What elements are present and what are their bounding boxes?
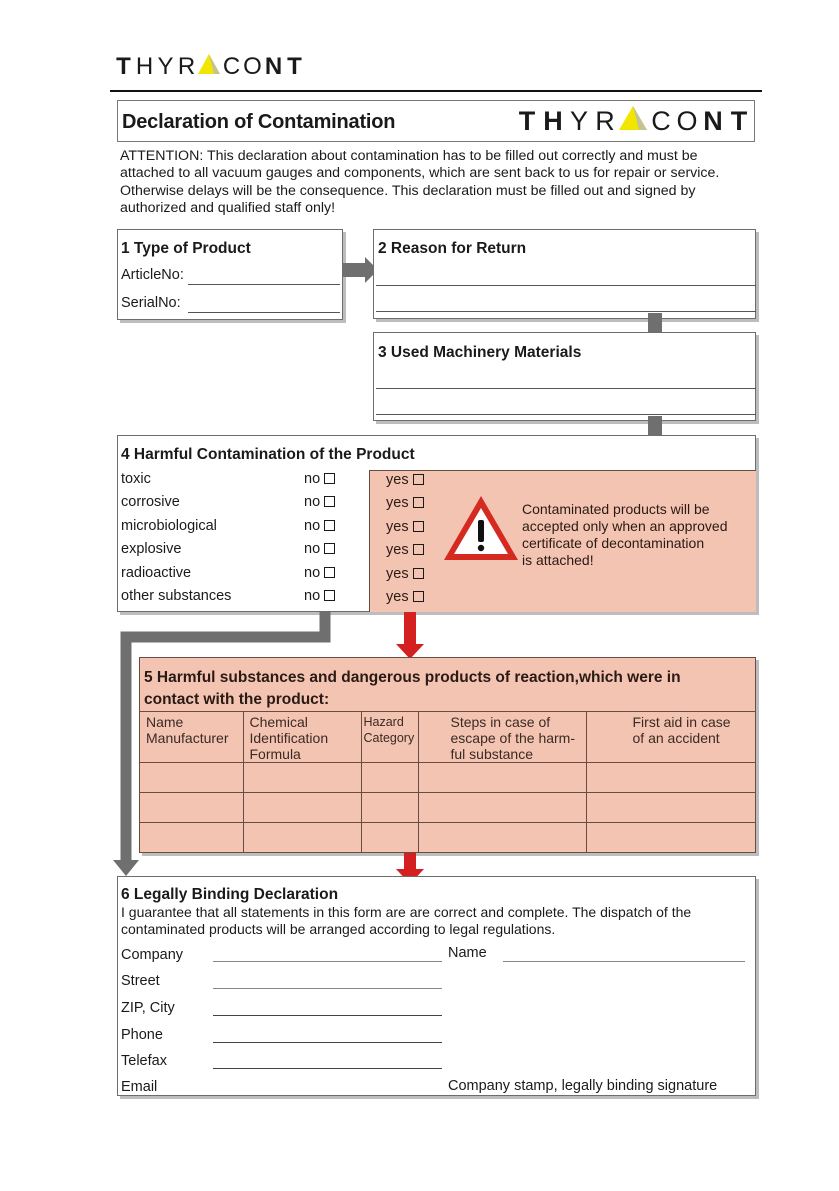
- yes-area: [369, 470, 756, 612]
- company-input[interactable]: [213, 961, 442, 962]
- warning-triangle-icon: [442, 494, 520, 562]
- table-header-row: [140, 712, 756, 763]
- yes-corrosive[interactable]: yes: [386, 495, 424, 511]
- table-cell[interactable]: [418, 763, 586, 793]
- table-cell[interactable]: [361, 823, 418, 853]
- telefax-input[interactable]: [213, 1068, 442, 1069]
- col-header-name: Name Manufacturer: [140, 712, 243, 763]
- section-title: 4 Harmful Contamination of the Product: [121, 446, 415, 463]
- table-cell[interactable]: [586, 763, 756, 793]
- warning-message: [522, 501, 727, 569]
- table-cell[interactable]: [361, 763, 418, 793]
- street-input[interactable]: [213, 988, 442, 989]
- zip-city-input[interactable]: [213, 1015, 442, 1016]
- checkbox-icon[interactable]: [324, 590, 335, 601]
- section-title: 3 Used Machinery Materials: [378, 344, 582, 361]
- logo-letter: O: [676, 105, 698, 136]
- company-label: Company: [121, 947, 184, 963]
- checkbox-icon[interactable]: [413, 497, 424, 508]
- col-header-steps: Steps in case of escape of the harm- ful substance: [418, 712, 586, 763]
- attention-line: authorized and qualified staff only!: [120, 199, 336, 216]
- substances-table: [140, 711, 756, 853]
- reason-line-1-input[interactable]: [376, 285, 756, 286]
- contamination-other-label: other substances: [121, 588, 232, 604]
- logo-letter: T: [116, 53, 131, 80]
- no-microbiological[interactable]: no: [304, 518, 335, 534]
- logo-letter: R: [177, 53, 196, 80]
- telefax-label: Telefax: [121, 1053, 167, 1069]
- warning-line: Contaminated products will be: [522, 501, 710, 517]
- table-cell[interactable]: [243, 823, 361, 853]
- warning-line: is attached!: [522, 552, 594, 568]
- header-divider: [110, 90, 762, 92]
- street-label: Street: [121, 973, 160, 989]
- serial-no-label: SerialNo:: [121, 295, 181, 311]
- no-corrosive[interactable]: no: [304, 494, 335, 510]
- logo-letter: T: [730, 105, 748, 136]
- contamination-radioactive-label: radioactive: [121, 565, 192, 581]
- section-title: 2 Reason for Return: [378, 240, 527, 257]
- section-title-continued: contact with the product:: [144, 691, 330, 708]
- checkbox-icon[interactable]: [324, 567, 335, 578]
- section-title: 6 Legally Binding Declaration: [121, 886, 339, 903]
- contamination-toxic-label: toxic: [121, 471, 151, 487]
- section-used-machinery-materials: [373, 332, 756, 421]
- declaration-text: [121, 904, 691, 938]
- checkbox-icon[interactable]: [413, 591, 424, 602]
- serial-no-input[interactable]: [188, 312, 340, 313]
- table-cell[interactable]: [586, 793, 756, 823]
- warning-line: certificate of decontamination: [522, 535, 705, 551]
- contamination-corrosive-label: corrosive: [121, 494, 180, 510]
- logo-letter: C: [651, 105, 671, 136]
- checkbox-icon[interactable]: [413, 474, 424, 485]
- logo-triangle-icon: [197, 53, 221, 82]
- section-harmful-substances: [139, 657, 756, 853]
- logo-letter: T: [287, 53, 302, 80]
- attention-line: attached to all vacuum gauges and components, which are sent back to us for repair or service.: [120, 165, 720, 182]
- checkbox-icon[interactable]: [324, 496, 335, 507]
- col-header-first-aid: First aid in case of an accident: [586, 712, 756, 763]
- table-row: [140, 823, 756, 853]
- checkbox-icon[interactable]: [324, 520, 335, 531]
- no-radioactive[interactable]: no: [304, 565, 335, 581]
- yes-microbiological[interactable]: yes: [386, 519, 424, 535]
- reason-line-2-input[interactable]: [376, 311, 756, 312]
- table-row: [140, 763, 756, 793]
- table-cell[interactable]: [361, 793, 418, 823]
- section-title: 1 Type of Product: [121, 240, 251, 257]
- name-input[interactable]: [503, 961, 745, 962]
- table-cell[interactable]: [243, 763, 361, 793]
- section-title: 5 Harmful substances and dangerous products of reaction,which were in: [144, 669, 681, 686]
- section-type-of-product: [117, 229, 343, 320]
- checkbox-icon[interactable]: [413, 521, 424, 532]
- logo-letter: N: [703, 105, 723, 136]
- table-cell[interactable]: [243, 793, 361, 823]
- checkbox-icon[interactable]: [324, 543, 335, 554]
- name-label: Name: [448, 945, 487, 961]
- col-header-hazard: Hazard Category: [361, 712, 418, 763]
- form-title: Declaration of Contamination: [122, 111, 396, 133]
- declaration-line: contaminated products will be arranged according to legal regulations.: [121, 921, 556, 937]
- logo-letter: Y: [569, 105, 588, 136]
- attention-line: ATTENTION: This declaration about contamination has to be filled out correctly and must be: [120, 148, 698, 164]
- thyracont-logo-title: [514, 107, 752, 135]
- warning-line: accepted only when an approved: [522, 518, 728, 534]
- table-cell[interactable]: [418, 823, 586, 853]
- table-row: [140, 793, 756, 823]
- table-cell[interactable]: [586, 823, 756, 853]
- phone-label: Phone: [121, 1027, 163, 1043]
- table-cell[interactable]: [140, 823, 243, 853]
- checkbox-icon[interactable]: [413, 568, 424, 579]
- checkbox-icon[interactable]: [413, 544, 424, 555]
- yes-toxic[interactable]: yes: [386, 472, 424, 488]
- yes-radioactive[interactable]: yes: [386, 566, 424, 582]
- thyracont-logo-top: [113, 54, 305, 80]
- logo-letter: Y: [157, 53, 174, 80]
- form-title-box: [117, 100, 755, 142]
- contamination-explosive-label: explosive: [121, 541, 182, 557]
- article-no-input[interactable]: [188, 284, 340, 285]
- declaration-line: I guarantee that all statements in this form are are correct and complete. The dispatch of the: [121, 904, 692, 920]
- table-cell[interactable]: [140, 763, 243, 793]
- no-toxic[interactable]: no: [304, 471, 335, 487]
- signature-label: Company stamp, legally binding signature: [448, 1078, 718, 1094]
- no-explosive[interactable]: no: [304, 541, 335, 557]
- table-cell[interactable]: [418, 793, 586, 823]
- logo-letter: H: [543, 105, 563, 136]
- materials-line-1-input[interactable]: [376, 388, 756, 389]
- no-other-substances[interactable]: no: [304, 588, 335, 604]
- materials-line-2-input[interactable]: [376, 414, 756, 415]
- section-legally-binding-declaration: [117, 876, 756, 1096]
- article-no-label: ArticleNo:: [121, 267, 184, 283]
- table-cell[interactable]: [140, 793, 243, 823]
- logo-letter: N: [264, 53, 283, 80]
- logo-letter: O: [243, 53, 262, 80]
- red-arrow-down-icon: [395, 612, 425, 660]
- section-reason-for-return: [373, 229, 756, 319]
- yes-other-substances[interactable]: yes: [386, 589, 424, 605]
- yes-explosive[interactable]: yes: [386, 542, 424, 558]
- col-header-chemical: Chemical Identification Formula: [243, 712, 361, 763]
- zip-city-label: ZIP, City: [121, 1000, 175, 1016]
- logo-letter: C: [222, 53, 241, 80]
- email-label: Email: [121, 1079, 158, 1095]
- attention-notice: [120, 148, 760, 217]
- contamination-microbiological-label: microbiological: [121, 518, 217, 534]
- section-harmful-contamination: [117, 435, 756, 612]
- logo-letter: T: [518, 105, 536, 136]
- logo-letter: H: [135, 53, 154, 80]
- checkbox-icon[interactable]: [324, 473, 335, 484]
- logo-letter: R: [595, 105, 615, 136]
- attention-line: Otherwise delays will be the consequence. This declaration must be filled out and signed by: [120, 182, 696, 199]
- logo-triangle-icon: [618, 105, 648, 138]
- phone-input[interactable]: [213, 1042, 442, 1043]
